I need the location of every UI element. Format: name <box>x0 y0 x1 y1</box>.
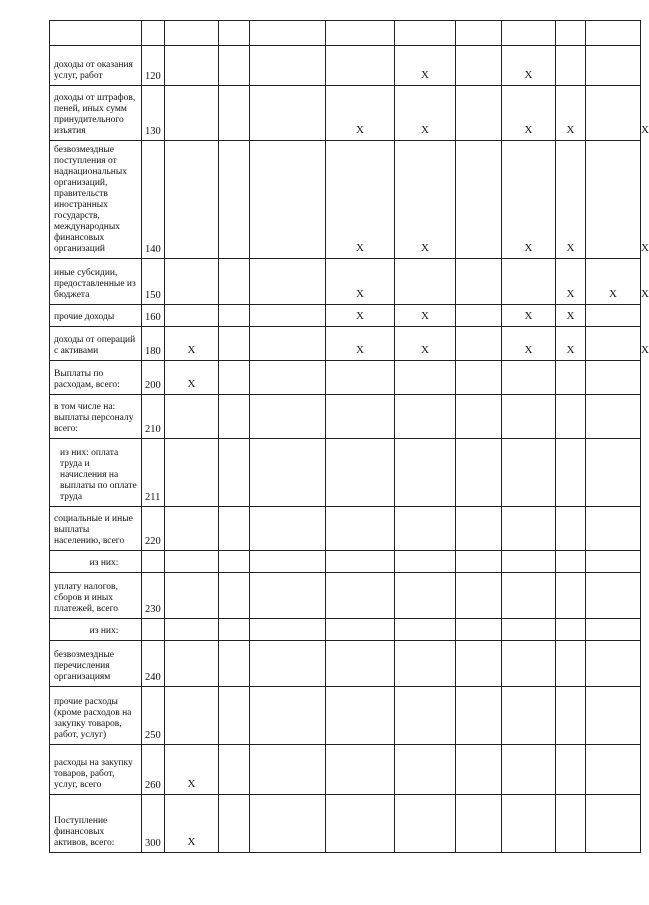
value-cell <box>586 259 641 305</box>
x-mark: X <box>421 69 429 81</box>
row-code: 130 <box>142 86 165 141</box>
value-cell <box>586 46 641 86</box>
x-mark: X <box>356 344 364 356</box>
value-cell <box>456 687 502 745</box>
table-row <box>50 361 641 395</box>
value-cell <box>456 361 502 395</box>
row-code <box>142 551 165 573</box>
value-cell <box>456 141 502 259</box>
row-code: 250 <box>142 687 165 745</box>
value-cell <box>326 395 395 439</box>
value-cell <box>250 745 326 795</box>
x-mark: X <box>566 310 575 322</box>
row-code: 260 <box>142 745 165 795</box>
value-cell <box>250 305 326 327</box>
value-cell <box>502 795 556 853</box>
value-cell <box>219 795 250 853</box>
table-row <box>50 745 641 795</box>
row-label: доходы от штрафов, пеней, иных сумм принудительного изъятия <box>50 86 142 141</box>
row-code <box>142 21 165 46</box>
value-cell <box>395 259 456 305</box>
value-cell <box>502 439 556 507</box>
value-cell <box>250 687 326 745</box>
table-row <box>50 795 641 853</box>
row-label: прочие расходы (кроме расходов на закупку товаров, работ, услуг) <box>50 687 142 745</box>
value-cell <box>456 551 502 573</box>
value-cell <box>165 551 219 573</box>
value-cell <box>556 141 586 259</box>
value-cell <box>456 46 502 86</box>
value-cell <box>556 439 586 507</box>
row-code: 300 <box>142 795 165 853</box>
value-cell <box>556 46 586 86</box>
row-code: 120 <box>142 46 165 86</box>
row-code: 230 <box>142 573 165 619</box>
value-cell <box>219 745 250 795</box>
value-cell <box>586 551 641 573</box>
row-code: 210 <box>142 395 165 439</box>
x-mark: X <box>356 124 364 136</box>
value-cell <box>395 86 456 141</box>
value-cell <box>586 795 641 853</box>
value-cell <box>556 573 586 619</box>
value-cell <box>502 259 556 305</box>
value-cell <box>556 305 586 327</box>
table-row <box>50 86 641 141</box>
value-cell <box>326 439 395 507</box>
x-mark: X <box>641 242 649 254</box>
value-cell <box>456 507 502 551</box>
row-label: из них: <box>50 551 142 573</box>
value-cell <box>456 573 502 619</box>
value-cell <box>456 641 502 687</box>
value-cell <box>556 687 586 745</box>
value-cell <box>219 259 250 305</box>
value-cell <box>395 687 456 745</box>
value-cell <box>556 795 586 853</box>
value-cell <box>586 573 641 619</box>
value-cell <box>502 305 556 327</box>
value-cell <box>165 745 219 795</box>
value-cell <box>395 619 456 641</box>
value-cell <box>586 641 641 687</box>
x-mark: X <box>641 124 649 136</box>
row-label: Поступление финансовых активов, всего: <box>50 795 142 853</box>
value-cell <box>456 619 502 641</box>
value-cell <box>556 619 586 641</box>
value-cell <box>219 619 250 641</box>
x-mark: X <box>187 344 196 356</box>
value-cell <box>219 395 250 439</box>
value-cell <box>219 439 250 507</box>
value-cell <box>586 687 641 745</box>
value-cell <box>165 573 219 619</box>
table-row <box>50 687 641 745</box>
row-label: из них: <box>50 619 142 641</box>
value-cell <box>395 21 456 46</box>
value-cell <box>456 327 502 361</box>
row-label: в том числе на: выплаты персоналу всего: <box>50 395 142 439</box>
row-label: социальные и иные выплаты населению, всего <box>50 507 142 551</box>
value-cell <box>326 551 395 573</box>
value-cell <box>556 21 586 46</box>
table-row <box>50 619 641 641</box>
value-cell <box>165 619 219 641</box>
row-label: Выплаты по расходам, всего: <box>50 361 142 395</box>
value-cell <box>456 795 502 853</box>
x-mark: X <box>609 288 617 300</box>
value-cell <box>456 21 502 46</box>
value-cell <box>165 361 219 395</box>
value-cell <box>250 21 326 46</box>
value-cell <box>456 86 502 141</box>
table-row <box>50 439 641 507</box>
value-cell <box>556 507 586 551</box>
value-cell <box>219 305 250 327</box>
value-cell <box>502 641 556 687</box>
value-cell <box>586 327 641 361</box>
value-cell <box>165 795 219 853</box>
value-cell <box>502 46 556 86</box>
value-cell <box>219 141 250 259</box>
value-cell <box>586 86 641 141</box>
value-cell <box>250 439 326 507</box>
x-mark: X <box>356 288 364 300</box>
x-mark: X <box>641 344 649 356</box>
value-cell <box>219 641 250 687</box>
value-cell <box>165 327 219 361</box>
value-cell <box>395 361 456 395</box>
value-cell <box>250 641 326 687</box>
x-mark: X <box>566 242 575 254</box>
row-label: доходы от оказания услуг, работ <box>50 46 142 86</box>
value-cell <box>250 619 326 641</box>
value-cell <box>395 745 456 795</box>
value-cell <box>165 46 219 86</box>
table-row <box>50 573 641 619</box>
table-row <box>50 259 641 305</box>
value-cell <box>165 86 219 141</box>
value-cell <box>395 46 456 86</box>
value-cell <box>219 21 250 46</box>
value-cell <box>326 573 395 619</box>
value-cell <box>395 439 456 507</box>
x-mark: X <box>187 778 196 790</box>
row-code: 220 <box>142 507 165 551</box>
value-cell <box>219 361 250 395</box>
row-label: расходы на закупку товаров, работ, услуг, всего <box>50 745 142 795</box>
value-cell <box>456 439 502 507</box>
value-cell <box>395 141 456 259</box>
row-label: прочие доходы <box>50 305 142 327</box>
x-mark: X <box>524 69 533 81</box>
value-cell <box>395 507 456 551</box>
x-mark: X <box>421 242 429 254</box>
row-code: 200 <box>142 361 165 395</box>
value-cell <box>586 619 641 641</box>
x-mark: X <box>566 124 575 136</box>
value-cell <box>326 141 395 259</box>
value-cell <box>165 507 219 551</box>
value-cell <box>395 327 456 361</box>
value-cell <box>326 641 395 687</box>
x-mark: X <box>641 288 649 300</box>
value-cell <box>556 327 586 361</box>
value-cell <box>502 395 556 439</box>
value-cell <box>456 259 502 305</box>
value-cell <box>219 551 250 573</box>
row-code: 180 <box>142 327 165 361</box>
value-cell <box>586 305 641 327</box>
value-cell <box>326 305 395 327</box>
value-cell <box>586 395 641 439</box>
x-mark: X <box>524 310 533 322</box>
value-cell <box>502 141 556 259</box>
row-code: 140 <box>142 141 165 259</box>
value-cell <box>586 745 641 795</box>
financial-indicators-table <box>49 20 649 853</box>
value-cell <box>165 21 219 46</box>
value-cell <box>586 361 641 395</box>
value-cell <box>502 745 556 795</box>
value-cell <box>326 687 395 745</box>
table-row <box>50 46 641 86</box>
row-label: безвозмездные поступления от наднациональных организаций, правительств иностранных государств, международных финансовых организаций <box>50 141 142 259</box>
row-code: 240 <box>142 641 165 687</box>
value-cell <box>502 21 556 46</box>
row-label: уплату налогов, сборов и иных платежей, всего <box>50 573 142 619</box>
value-cell <box>326 619 395 641</box>
x-mark: X <box>524 344 533 356</box>
value-cell <box>326 745 395 795</box>
table-row <box>50 21 641 46</box>
value-cell <box>395 305 456 327</box>
row-label <box>50 21 142 46</box>
value-cell <box>250 395 326 439</box>
x-mark: X <box>566 288 575 300</box>
value-cell <box>502 86 556 141</box>
value-cell <box>502 327 556 361</box>
x-mark: X <box>356 242 364 254</box>
value-cell <box>165 439 219 507</box>
row-label: безвозмездные перечисления организациям <box>50 641 142 687</box>
value-cell <box>326 259 395 305</box>
value-cell <box>395 573 456 619</box>
value-cell <box>556 395 586 439</box>
value-cell <box>326 86 395 141</box>
value-cell <box>250 46 326 86</box>
x-mark: X <box>421 344 429 356</box>
row-code: 160 <box>142 305 165 327</box>
value-cell <box>219 327 250 361</box>
value-cell <box>165 305 219 327</box>
value-cell <box>586 141 641 259</box>
value-cell <box>165 141 219 259</box>
value-cell <box>395 551 456 573</box>
x-mark: X <box>421 124 429 136</box>
value-cell <box>556 361 586 395</box>
value-cell <box>219 46 250 86</box>
table-row <box>50 641 641 687</box>
value-cell <box>586 439 641 507</box>
row-label: из них: оплата труда и начисления на выплаты по оплате труда <box>50 439 142 507</box>
value-cell <box>250 551 326 573</box>
x-mark: X <box>356 310 364 322</box>
row-label: иные субсидии, предоставленные из бюджета <box>50 259 142 305</box>
value-cell <box>456 745 502 795</box>
value-cell <box>250 573 326 619</box>
value-cell <box>502 573 556 619</box>
table-row <box>50 507 641 551</box>
value-cell <box>395 641 456 687</box>
value-cell <box>165 395 219 439</box>
value-cell <box>502 687 556 745</box>
x-mark: X <box>187 836 196 848</box>
value-cell <box>326 21 395 46</box>
value-cell <box>165 259 219 305</box>
value-cell <box>219 687 250 745</box>
value-cell <box>250 86 326 141</box>
value-cell <box>395 795 456 853</box>
value-cell <box>456 305 502 327</box>
value-cell <box>250 507 326 551</box>
row-code: 211 <box>142 439 165 507</box>
value-cell <box>556 259 586 305</box>
value-cell <box>250 259 326 305</box>
table-row <box>50 395 641 439</box>
table-row <box>50 305 641 327</box>
x-mark: X <box>524 242 533 254</box>
row-code: 150 <box>142 259 165 305</box>
row-label: доходы от операций с активами <box>50 327 142 361</box>
value-cell <box>395 395 456 439</box>
value-cell <box>326 46 395 86</box>
value-cell <box>556 745 586 795</box>
value-cell <box>165 687 219 745</box>
value-cell <box>326 327 395 361</box>
value-cell <box>250 795 326 853</box>
value-cell <box>502 361 556 395</box>
value-cell <box>586 21 641 46</box>
value-cell <box>326 361 395 395</box>
value-cell <box>250 141 326 259</box>
value-cell <box>250 327 326 361</box>
value-cell <box>250 361 326 395</box>
value-cell <box>502 619 556 641</box>
table-row <box>50 551 641 573</box>
value-cell <box>556 86 586 141</box>
value-cell <box>586 507 641 551</box>
row-code <box>142 619 165 641</box>
x-mark: X <box>566 344 575 356</box>
value-cell <box>456 395 502 439</box>
value-cell <box>502 551 556 573</box>
value-cell <box>326 795 395 853</box>
value-cell <box>219 507 250 551</box>
table-row <box>50 141 641 259</box>
value-cell <box>556 641 586 687</box>
x-mark: X <box>421 310 429 322</box>
table-row <box>50 327 641 361</box>
value-cell <box>502 507 556 551</box>
value-cell <box>556 551 586 573</box>
x-mark: X <box>524 124 533 136</box>
value-cell <box>219 573 250 619</box>
x-mark: X <box>187 378 196 390</box>
value-cell <box>326 507 395 551</box>
value-cell <box>165 641 219 687</box>
value-cell <box>219 86 250 141</box>
